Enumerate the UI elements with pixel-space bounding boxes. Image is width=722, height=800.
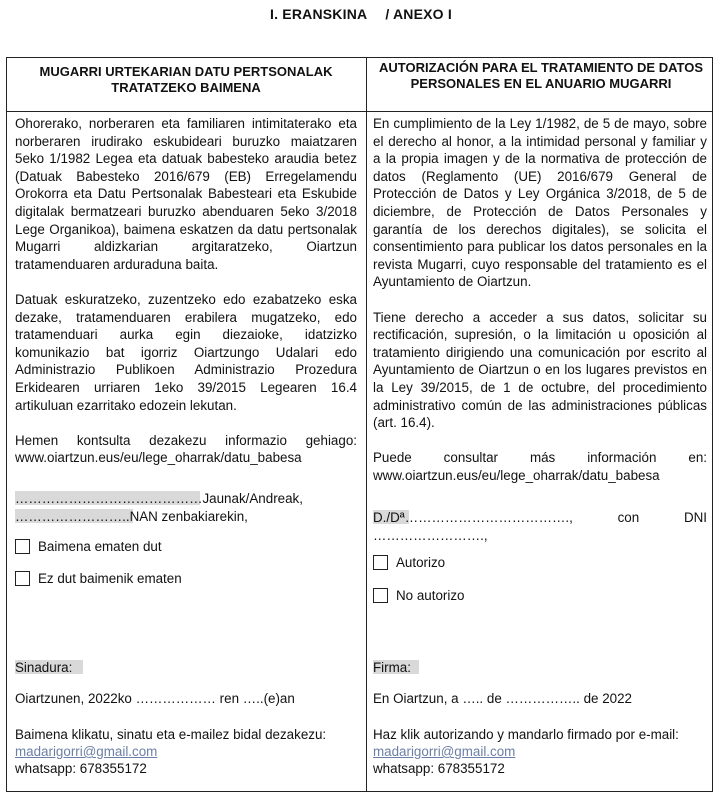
right-option-yes[interactable]: Autorizo — [373, 555, 445, 575]
checkbox-yes-spanish[interactable] — [373, 555, 388, 570]
right-dni-field[interactable]: ……………………., — [373, 527, 488, 543]
left-option-yes[interactable]: Baimena ematen dut — [15, 539, 162, 559]
right-paragraph-consent: En cumplimiento de la Ley 1/1982, de 5 de mayo, sobre el derecho al honor, a la intimidad personal y familiar y a la propia imagen y de la normativa de protección de datos (Reglamento (UE) 2016/679 General de Protección de Datos y Ley Orgánica 3/2018, de 5 de diciembre, de Protección de Datos Personales y garantía de los derechos digitales), se solicita el consentimiento para publicar los datos personales en la revista Mugarri, cuyo responsable del tratamiento es el Ayuntamiento de Oiartzun. — [373, 116, 707, 290]
right-signature-label: Firma: — [373, 659, 707, 677]
left-column — [15, 115, 357, 467]
right-column — [373, 115, 707, 484]
left-whatsapp: whatsapp: 678355172 — [15, 761, 147, 776]
left-id-field[interactable]: ……………………..NAN zenbakiarekin, — [15, 508, 248, 524]
checkbox-no-spanish[interactable] — [373, 588, 388, 603]
form-table — [6, 57, 713, 792]
title-basque: I. ERANSKINA — [270, 6, 368, 22]
right-date-line[interactable]: En Oiartzun, a ….. de …………….. de 2022 — [373, 691, 632, 706]
header-divider — [7, 111, 712, 112]
right-paragraph-rights: Tiene derecho a acceder a sus datos, solicitar su rectificación, supresión, o la limitación u oposición al tratamiento dirigiendo una comunicación por escrito al Ayuntamiento de Oiartzun o en los lugares previstos en la Ley 39/2015, de 1 de octubre, del procedimiento administrativo común de las administraciones públicas (art. 16.4). — [373, 309, 707, 431]
left-signature-label: Sinadura: — [15, 659, 357, 677]
left-paragraph-rights: Datuak eskuratzeko, zuzentzeko edo ezabatzeko eska dezake, tratamenduaren erabilera mugatzeko, edo tratamenduari aurka egin diezaioke, idatzizko komunikazio bat igorriz Oiartzungo Udalari edo Administrazio Publikoen Administrazio Prozedura Erkidearen urriaren 1eko 39/2015 Legearen 16.4 artikuluan ezarritako edozein lekutan. — [15, 291, 357, 413]
right-info-url: www.oiartzun.eus/eu/lege_oharrak/datu_babesa — [373, 467, 660, 483]
right-info-line: Puede consultar más información en: — [373, 450, 707, 466]
page-title — [0, 6, 722, 22]
right-heading: AUTORIZACIÓN PARA EL TRATAMIENTO DE DATOS PERSONALES EN EL ANUARIO MUGARRI — [378, 60, 704, 91]
left-date-line[interactable]: Oiartzunen, 2022ko ……………… ren …..(e)an — [15, 691, 295, 706]
left-option-no[interactable]: Ez dut baimenik ematen — [15, 571, 182, 591]
left-heading: MUGARRI URTEKARIAN DATU PERTSONALAK TRATATZEKO BAIMENA — [39, 64, 333, 95]
left-email-link[interactable]: madarigorri@gmail.com — [15, 744, 158, 759]
left-name-field[interactable]: ……………………………………Jaunak/Andreak, — [15, 491, 303, 506]
checkbox-no-basque[interactable] — [15, 571, 30, 586]
right-whatsapp: whatsapp: 678355172 — [373, 761, 505, 776]
right-dni-label: DNI — [683, 510, 707, 525]
right-con-label: con — [617, 510, 640, 525]
column-divider — [366, 58, 367, 791]
checkbox-yes-basque[interactable] — [15, 539, 30, 554]
left-info-line: Hemen kontsulta dezakezu informazio gehiago: — [15, 432, 357, 448]
left-paragraph-consent: Ohorerako, norberaren eta familiaren intimitaterako eta norberaren irudirako eskubideari buruzko maiatzaren 5eko 1/1982 Legea eta datuak babesteko araudia betez (Datuak Babesteko 2016/679 (EB) Erregelamendu Orokorra eta Datu Pertsonalak Babesteari eta Eskubide digitalak bermatzeari buruzko abenduaren 5eko 3/2018 Lege Organikoa), baimena eskatzen da datu pertsonalak Mugarri aldizkarian argitaratzeko, Oiartzun tratamenduaren arduraduna baita. — [15, 116, 357, 272]
right-email-link[interactable]: madarigorri@gmail.com — [373, 744, 516, 759]
right-send-instructions: Haz klik autorizando y mandarlo firmado por e-mail: — [373, 727, 679, 742]
right-name-field[interactable]: D./Dª………………………………., con DNI — [373, 510, 707, 525]
right-option-no[interactable]: No autorizo — [373, 588, 464, 608]
left-send-instructions: Baimena klikatu, sinatu eta e-mailez bidal dezakezu: — [15, 727, 327, 742]
left-info-url: www.oiartzun.eus/eu/lege_oharrak/datu_babesa — [15, 450, 302, 466]
title-spanish: / ANEXO I — [385, 6, 452, 22]
